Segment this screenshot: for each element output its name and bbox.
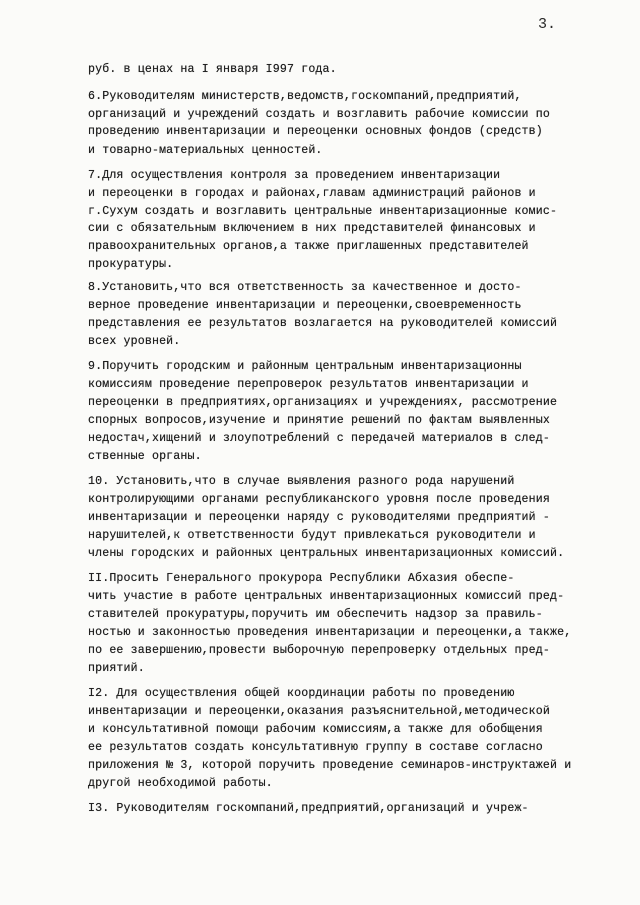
text-line: 7.Для осуществления контроля за проведением инвентаризации xyxy=(88,169,501,182)
text-line: ставителей прокуратуры,поручить им обеспечить надзор за правиль- xyxy=(88,608,543,621)
text-line: комиссиям проведение перепроверок результатов инвентаризации и xyxy=(88,378,529,391)
text-line: контролирующими органами республиканского уровня после проведения xyxy=(88,493,550,506)
text-line: переоценки в предприятиях,организациях и учреждениях, рассмотрение xyxy=(88,396,558,409)
text-line: и товарно-материальных ценностей. xyxy=(88,144,323,157)
text-line: члены городских и районных центральных инвентаризационных комиссий. xyxy=(88,547,565,560)
text-line: сии с обязательным включением в них представителей финансовых и xyxy=(88,222,536,235)
text-line: г.Сухум создать и возглавить центральные инвентаризационные комис- xyxy=(88,205,558,218)
text-line: приятий. xyxy=(88,662,145,675)
text-line: всех уровней. xyxy=(88,335,181,348)
text-line: прокуратуры. xyxy=(88,258,174,271)
text-line: 8.Установить,что вся ответственность за качественное и досто- xyxy=(88,281,522,294)
text-line: приложения № 3, которой поручить проведение семинаров-инструктажей и xyxy=(88,759,572,772)
page-number: 3. xyxy=(538,16,557,33)
text-line: 10. Установить,что в случае выявления разного рода нарушений xyxy=(88,475,515,488)
text-line: ностью и законностью проведения инвентаризации и переоценки,а также, xyxy=(88,626,572,639)
text-line: 6.Руководителям министерств,ведомств,госкомпаний,предприятий, xyxy=(88,90,522,103)
text-line: II.Просить Генерального прокурора Республики Абхазия обеспе- xyxy=(88,572,515,585)
text-line: I3. Руководителям госкомпаний,предприятий,организаций и учреж- xyxy=(88,802,529,815)
text-line: чить участие в работе центральных инвентаризационных комиссий пред- xyxy=(88,590,565,603)
text-line: инвентаризации и переоценки,оказания разъяснительной,методической xyxy=(88,705,550,718)
text-line: ее результатов создать консультативную группу в составе согласно xyxy=(88,741,543,754)
text-line: нарушителей,к ответственности будут привлекаться руководители и xyxy=(88,529,536,542)
text-line: и консультативной помощи рабочим комиссиям,а также для обобщения xyxy=(88,723,543,736)
text-line: другой необходимой работы. xyxy=(88,777,273,790)
text-line: представления ее результатов возлагается на руководителей комиссий xyxy=(88,317,558,330)
text-line: по ее завершению,провести выборочную перепроверку отдельных пред- xyxy=(88,644,550,657)
text-line: организаций и учреждений создать и возглавить рабочие комиссии по xyxy=(88,108,550,121)
text-line: 9.Поручить городским и районным центральным инвентаризационны xyxy=(88,360,522,373)
text-line: инвентаризации и переоценки наряду с руководителями предприятий - xyxy=(88,511,550,524)
text-line: и переоценки в городах и районах,главам администраций районов и xyxy=(88,187,536,200)
text-line: недостач,хищений и злоупотреблений с передачей материалов в след- xyxy=(88,432,550,445)
text-line: проведению инвентаризации и переоценки основных фондов (средств) xyxy=(88,125,543,138)
text-line: правоохранительных органов,а также приглашенных представителей xyxy=(88,240,529,253)
text-line: I2. Для осуществления общей координации работы по проведению xyxy=(88,687,515,700)
text-line: спорных вопросов,изучение и принятие решений по фактам выявленных xyxy=(88,414,550,427)
text-line: верное проведение инвентаризации и переоценки,своевременность xyxy=(88,299,522,312)
text-line: руб. в ценах на I января I997 года. xyxy=(88,63,337,76)
text-line: ственные органы. xyxy=(88,450,202,463)
